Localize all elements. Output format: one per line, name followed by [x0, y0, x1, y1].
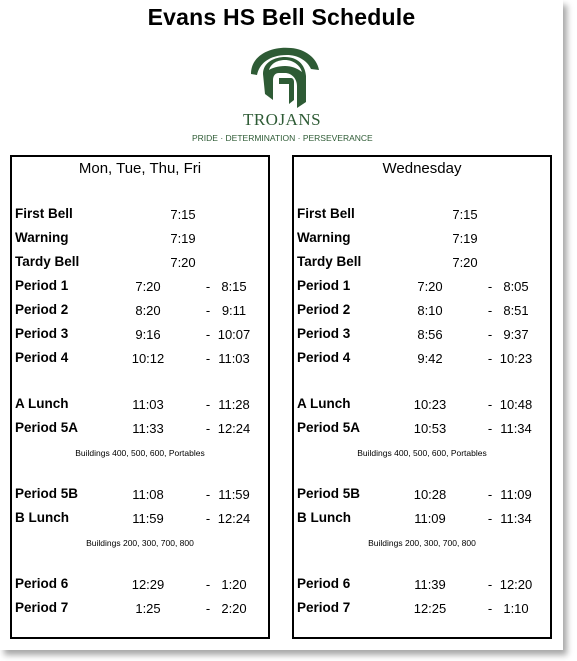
row-label: Period 1: [15, 278, 69, 293]
start-time: 8:20: [135, 303, 161, 318]
period-4-row: [15, 350, 267, 370]
row-label: Period 2: [15, 302, 69, 317]
time-separator: -: [205, 397, 211, 412]
period-4-row: [297, 350, 549, 370]
end-time: 11:03: [218, 351, 250, 366]
first-bell-row: [297, 206, 549, 226]
end-time: 10:23: [499, 351, 533, 366]
end-time: 11:09: [500, 487, 532, 502]
period-7-row: [15, 600, 267, 620]
period-1-row: [297, 278, 549, 298]
time-separator: -: [487, 327, 493, 342]
warning-row: [15, 230, 267, 250]
start-time: 11:03: [132, 397, 164, 412]
row-label: Period 7: [297, 600, 351, 615]
period-3-row: [15, 326, 267, 346]
row-label: Period 4: [15, 350, 69, 365]
period-6-row: [297, 576, 549, 596]
end-time: 8:15: [221, 279, 247, 294]
row-label: Period 3: [15, 326, 69, 341]
time-separator: -: [487, 351, 493, 366]
start-time: 12:29: [131, 577, 165, 592]
start-time: 11:59: [132, 511, 164, 526]
end-time: 11:34: [500, 511, 532, 526]
row-label: A Lunch: [15, 396, 69, 411]
b-lunch-row: [297, 510, 549, 530]
row-label: Period 5B: [297, 486, 361, 501]
time-separator: -: [205, 577, 211, 592]
time-separator: -: [205, 327, 211, 342]
warning-row: [297, 230, 549, 250]
tardy-bell-row: [297, 254, 549, 274]
end-time: 10:07: [217, 327, 251, 342]
end-time: 1:10: [503, 601, 529, 616]
end-time: 1:20: [221, 577, 247, 592]
period-2-row: [15, 302, 267, 322]
start-time: 11:39: [414, 577, 446, 592]
trojans-logo: [192, 44, 372, 148]
time-separator: -: [205, 279, 211, 294]
period-1-row: [15, 278, 267, 298]
time-separator: -: [487, 577, 493, 592]
time-separator: -: [487, 279, 493, 294]
panel-header: Mon, Tue, Thu, Fri: [78, 160, 202, 177]
logo-tagline: PRIDE · DETERMINATION · PERSEVERANCE: [192, 133, 373, 143]
buildings-note-a: Buildings 400, 500, 600, Portables: [75, 448, 205, 458]
end-time: 9:37: [503, 327, 529, 342]
row-label: Warning: [297, 230, 351, 245]
end-time: 12:24: [217, 421, 251, 436]
row-label: Period 1: [297, 278, 351, 293]
time-separator: -: [487, 303, 493, 318]
start-time: 9:42: [417, 351, 443, 366]
end-time: 8:51: [503, 303, 529, 318]
row-label: Period 5A: [297, 420, 361, 435]
schedule-panel-regular: [10, 155, 270, 639]
row-label: First Bell: [297, 206, 355, 221]
a-lunch-row: [297, 396, 549, 416]
time-separator: -: [487, 601, 493, 616]
time-separator: -: [487, 397, 493, 412]
start-time: 11:33: [132, 421, 164, 436]
row-label: Period 6: [297, 576, 351, 591]
start-time: 10:23: [413, 397, 447, 412]
start-time: 10:12: [131, 351, 165, 366]
start-time: 8:10: [417, 303, 443, 318]
end-time: 11:59: [218, 487, 250, 502]
row-time: 7:19: [170, 231, 196, 246]
period-6-row: [15, 576, 267, 596]
trojan-helmet-icon: [239, 44, 325, 110]
b-lunch-row: [15, 510, 267, 530]
logo-name: TROJANS: [242, 110, 322, 129]
start-time: 10:28: [413, 487, 447, 502]
start-time: 12:25: [413, 601, 447, 616]
row-label: Period 5B: [15, 486, 79, 501]
period-2-row: [297, 302, 549, 322]
page-title: Evans HS Bell Schedule: [147, 4, 416, 30]
first-bell-row: [15, 206, 267, 226]
end-time: 2:20: [221, 601, 247, 616]
a-lunch-row: [15, 396, 267, 416]
row-time: 7:15: [452, 207, 478, 222]
period-3-row: [297, 326, 549, 346]
end-time: 10:48: [499, 397, 533, 412]
row-time: 7:15: [170, 207, 196, 222]
row-time: 7:20: [170, 255, 196, 270]
end-time: 12:24: [217, 511, 251, 526]
time-separator: -: [205, 351, 211, 366]
row-label: Tardy Bell: [297, 254, 362, 269]
row-label: Tardy Bell: [15, 254, 80, 269]
buildings-note-b: Buildings 200, 300, 700, 800: [368, 538, 476, 548]
time-separator: -: [205, 601, 211, 616]
start-time: 9:16: [135, 327, 161, 342]
time-separator: -: [205, 487, 211, 502]
tardy-bell-row: [15, 254, 267, 274]
time-separator: -: [205, 421, 211, 436]
time-separator: -: [487, 511, 493, 526]
row-label: Period 3: [297, 326, 351, 341]
start-time: 7:20: [135, 279, 161, 294]
row-label: Period 6: [15, 576, 69, 591]
row-label: Period 2: [297, 302, 351, 317]
row-label: Period 7: [15, 600, 69, 615]
buildings-note-a: Buildings 400, 500, 600, Portables: [357, 448, 487, 458]
period-5a-row: [297, 420, 549, 440]
buildings-note-b: Buildings 200, 300, 700, 800: [86, 538, 194, 548]
start-time: 8:56: [417, 327, 443, 342]
end-time: 8:05: [503, 279, 529, 294]
period-5b-row: [297, 486, 549, 506]
row-time: 7:19: [452, 231, 478, 246]
start-time: 1:25: [135, 601, 161, 616]
period-7-row: [297, 600, 549, 620]
row-label: B Lunch: [297, 510, 351, 525]
panel-header: Wednesday: [382, 160, 462, 177]
row-label: Warning: [15, 230, 69, 245]
end-time: 9:11: [221, 303, 247, 318]
end-time: 11:28: [218, 397, 250, 412]
time-separator: -: [205, 511, 211, 526]
time-separator: -: [487, 421, 493, 436]
start-time: 7:20: [417, 279, 443, 294]
row-label: First Bell: [15, 206, 73, 221]
row-label: A Lunch: [297, 396, 351, 411]
period-5a-row: [15, 420, 267, 440]
time-separator: -: [205, 303, 211, 318]
row-time: 7:20: [452, 255, 478, 270]
row-label: Period 4: [297, 350, 351, 365]
row-label: B Lunch: [15, 510, 69, 525]
start-time: 11:09: [414, 511, 446, 526]
period-5b-row: [15, 486, 267, 506]
end-time: 12:20: [499, 577, 533, 592]
schedule-panel-wednesday: [292, 155, 552, 639]
end-time: 11:34: [500, 421, 532, 436]
start-time: 10:53: [413, 421, 447, 436]
start-time: 11:08: [132, 487, 164, 502]
row-label: Period 5A: [15, 420, 79, 435]
time-separator: -: [487, 487, 493, 502]
